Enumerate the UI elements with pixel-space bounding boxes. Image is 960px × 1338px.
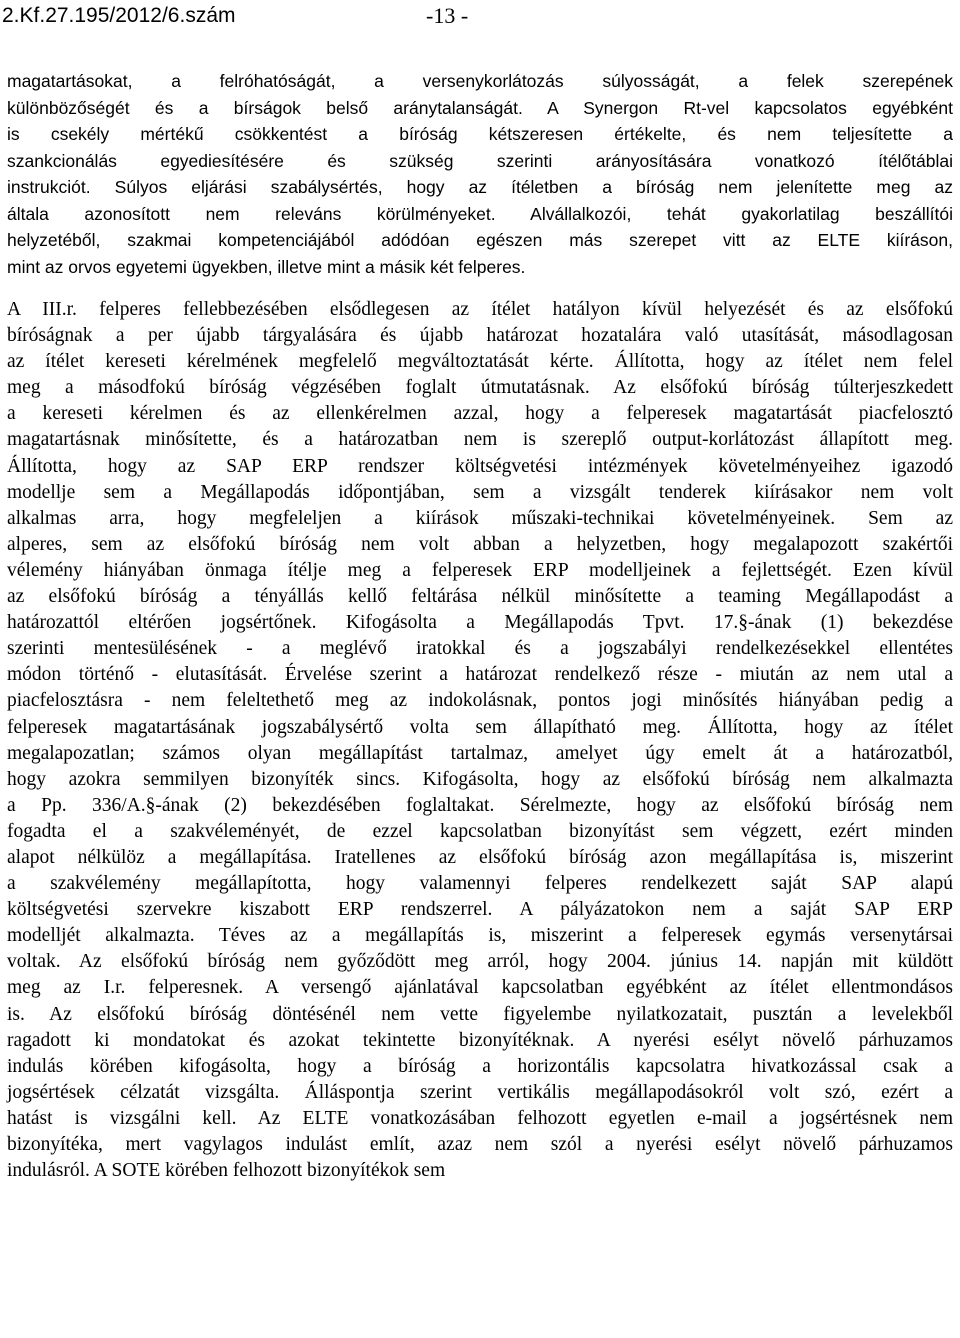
paragraph-2-line: piacfelosztásra - nem feleltethető meg az indokolásnak, pontos jogi minősítés hiányában pedig a [7,690,953,712]
paragraph-2-line: hatást is vizsgálni kell. Az ELTE vonatkozásában felhozott egyetlen e-mail a jogsértésnek nem [7,1107,953,1129]
paragraph-2-line: szerinti mentesülésének - a meglévő iratokkal és a jogszabályi rendelkezésekkel ellentétes [7,638,953,660]
paragraph-1-line: is csekély mértékű csökkentést a bíróság kétszeresen értékelte, és nem teljesítette a [7,124,953,144]
paragraph-2-line: modellje sem a Megállapodás időpontjában, sem a vizsgált tenderek kiírásakor nem volt [7,481,953,503]
paragraph-2-line: bíróságnak a per újabb tárgyalására és újabb határozat hozatalára való utasítását, másodlagosan [7,325,953,347]
paragraph-2-line: meg a másodfokú bíróság végzésében foglalt útmutatásnak. Az elsőfokú bíróság túlterjeszkedett [7,377,953,399]
paragraph-2-line: jogsértések célzatát vizsgálta. Álláspontja szerint vertikális megállapodásokról volt szó, ezért a [7,1081,953,1103]
paragraph-1-line: általa azonosított nem releváns körülményeket. Alvállalkozói, tehát gyakorlatilag beszállítói [7,203,953,224]
paragraph-1-line: helyzetéből, szakmai kompetenciájából adódóan egészen más szerepet vitt az ELTE kiíráson, [7,230,953,250]
paragraph-2-line: a Pp. 336/A.§-ának (2) bekezdésében foglaltakat. Sérelmezte, hogy az elsőfokú bíróság nem [7,794,953,816]
paragraph-2-line: indulás körében kifogásolta, hogy a bíróság a horizontális kapcsolatra hivatkozással csak a [7,1055,953,1077]
document-reference: 2.Kf.27.195/2012/6.szám [2,4,236,27]
paragraph-2-line: Állította, hogy az SAP ERP rendszer költségvetési intézmények követelményeihez igazodó [7,455,953,477]
paragraph-2-line: a szakvélemény megállapította, hogy valamennyi felperes rendelkezett saját SAP alapú [7,873,953,895]
paragraph-2-line: magatartásnak minősítette, és a határozatban nem is szereplő output-korlátozást állapított meg. [7,429,953,451]
paragraph-2-line: az ítélet kereseti kérelmének megfelelő megváltoztatását kérte. Állította, hogy az ítélet nem felel [7,351,953,373]
paragraph-2-line: az elsőfokú bíróság a tényállás kellő feltárása nélkül minősítette a teaming Megállapodást a [7,586,953,608]
paragraph-2-line: meg az I.r. felperesnek. A versengő ajánlatával kapcsolatban egyébként az ítélet ellentmondásos [7,977,953,999]
paragraph-2-line: hogy azokra semmilyen bizonyíték sincs. Kifogásolta, hogy az elsőfokú bíróság nem alkalmazta [7,768,953,790]
paragraph-2-line: alkalmas arra, hogy megfeleljen a kiírások műszaki-technikai követelményeinek. Sem az [7,507,953,529]
paragraph-spacer [7,280,953,297]
paragraph-2-line: ragadott ki mondatokat és azokat tekintette bizonyítéknak. A nyerési esélyt növelő párhuzamos [7,1029,953,1051]
paragraph-1 [7,68,953,280]
document-body [7,68,953,1184]
paragraph-2-line: voltak. Az elsőfokú bíróság nem győződött meg arról, hogy 2004. június 14. napján mit küldött [7,951,953,973]
paragraph-2-line: alperes, sem az elsőfokú bíróság nem volt abban a helyzetben, hogy megalapozott szakértői [7,533,953,555]
paragraph-2-first-line: A III.r. felperes fellebbezésében elsődlegesen az ítélet hatályon kívül helyezését és az elsőfokú [7,299,953,320]
paragraph-2-line: indulásról. A SOTE körében felhozott bizonyítékok sem [7,1160,446,1182]
paragraph-1-line: különbözőségét és a bírságok belső aránytalanságát. A Synergon Rt-vel kapcsolatos egyébként [7,97,953,118]
paragraph-2-line: modelljét alkalmazta. Téves az a megállapítás is, miszerint a felperesek egymás versenytársai [7,925,953,947]
paragraph-1-line: instrukciót. Súlyos eljárási szabálysértés, hogy az ítéletben a bíróság nem jelenítette meg az [7,177,953,197]
paragraph-1-line: magatartásokat, a felróhatóságát, a versenykorlátozás súlyosságát, a felek szerepének [7,71,953,91]
paragraph-2-line: alapot nélkülöz a megállapítása. Iratellenes az elsőfokú bíróság azon megállapítása is, miszerint [7,846,953,868]
paragraph-2-line: is. Az elsőfokú bíróság döntésénél nem vette figyelembe nyilatkozatait, pusztán a levelekből [7,1003,953,1025]
paragraph-2 [7,297,953,1184]
paragraph-2-line: bizonyítéka, mert vagylagos indulást említ, azaz nem szól a nyerési esélyt növelő párhuzamos [7,1134,953,1155]
page-number: -13 - [426,3,469,28]
paragraph-2-line: felperesek magatartásának jogszabálysértő volta sem állapítható meg. Állította, hogy az ítélet [7,716,953,738]
paragraph-2-line: költségvetési szervekre kiszabott ERP rendszerrel. A pályázatokon nem a saját SAP ERP [7,899,953,921]
paragraph-1-line: mint az orvos egyetemi ügyekben, illetve mint a másik két felperes. [7,256,526,277]
paragraph-2-line: határozattól eltérően jogsértőnek. Kifogásolta a Megállapodás Tpvt. 17.§-ának (1) bekezdése [7,612,953,634]
paragraph-1-line: szankcionálás egyediesítésére és szükség szerinti arányosítására vonatkozó ítélőtáblai [7,150,953,171]
paragraph-2-line: fogadta el a szakvéleményét, de ezzel kapcsolatban bizonyítást sem végzett, ezért minden [7,820,953,842]
paragraph-2-line: módon történő - elutasítását. Érvelése szerint a határozat rendelkező része - miután az nem utal a [7,664,953,686]
paragraph-2-line: a kereseti kérelmen és az ellenkérelmen azzal, hogy a felperesek magatartását piacfelosztó [7,403,953,425]
paragraph-2-line: megalapozatlan; számos olyan megállapítást tartalmaz, amelyet úgy emelt át a határozatból, [7,742,953,764]
paragraph-2-line: vélemény hiányában önmaga ítélje meg a felperesek ERP modelljeinek a fejlettségét. Ezen kívül [7,559,953,581]
